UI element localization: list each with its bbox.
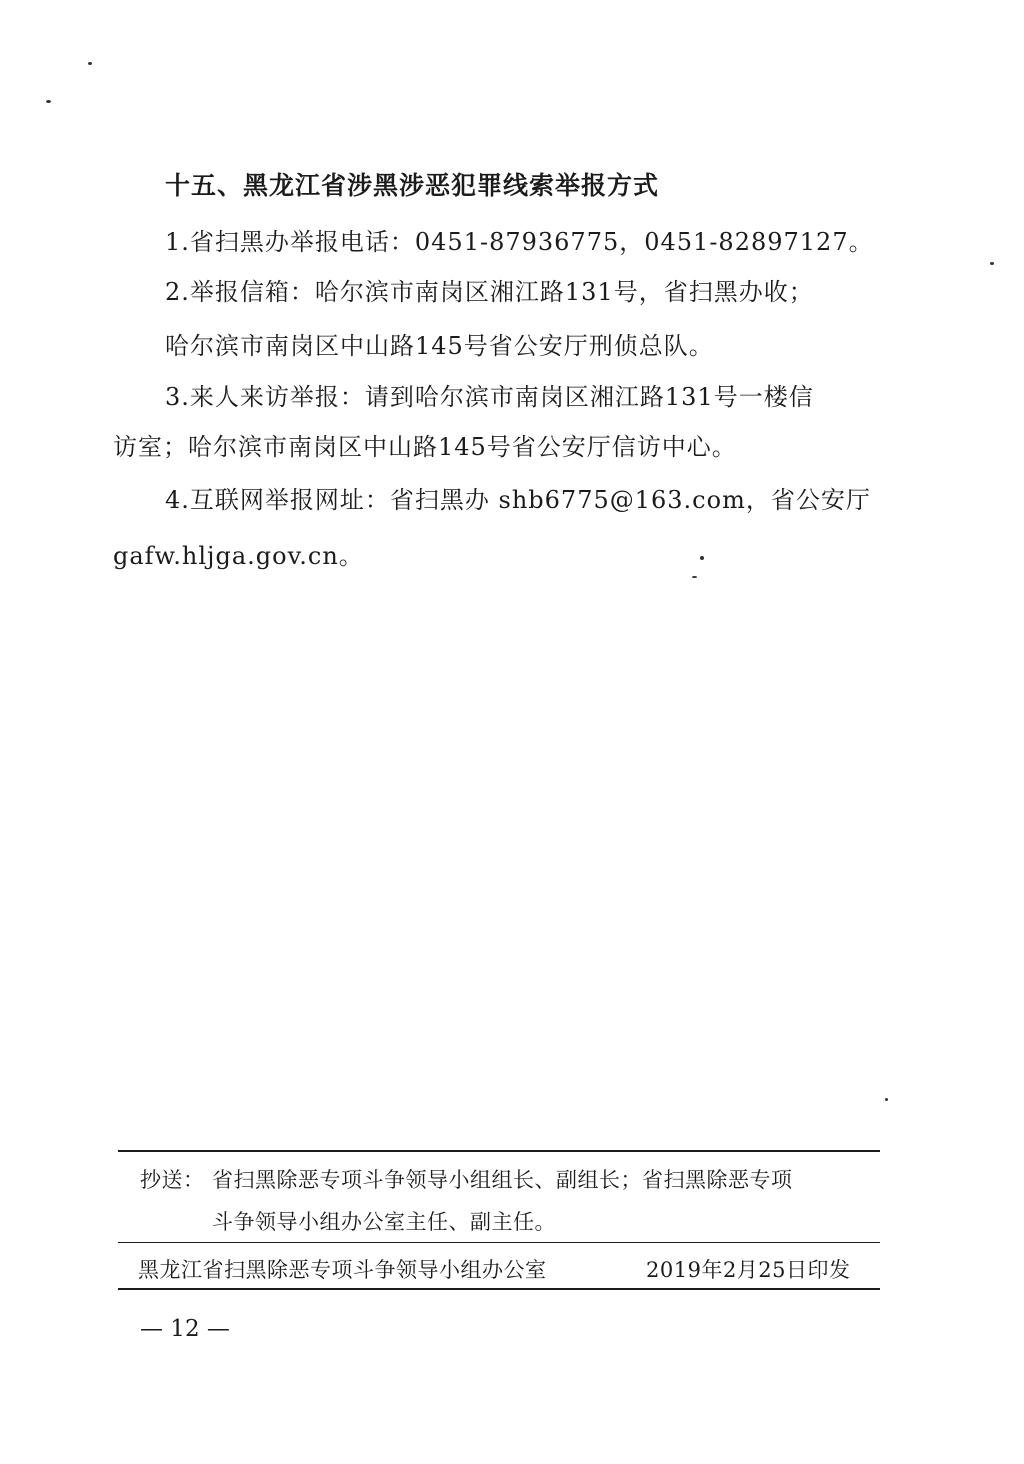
scan-speck [700, 556, 704, 560]
item-2-line-2: 哈尔滨市南岗区中山路145号省公安厅刑侦总队。 [165, 332, 714, 360]
issue-date: 2019年2月25日印发 [646, 1258, 851, 1282]
cc-recipients-line-2: 斗争领导小组办公室主任、副主任。 [212, 1210, 556, 1234]
item-4-line-2: gafw.hljga.gov.cn。 [113, 542, 364, 570]
footer-bottom-rule [118, 1288, 880, 1290]
cc-recipients-line-1: 省扫黑除恶专项斗争领导小组组长、副组长；省扫黑除恶专项 [212, 1168, 793, 1192]
cc-label: 抄送： [140, 1168, 205, 1192]
footer-top-rule [118, 1150, 880, 1152]
scan-speck [885, 1098, 888, 1101]
scan-speck [692, 576, 697, 578]
section-heading: 十五、黑龙江省涉黑涉恶犯罪线索举报方式 [165, 171, 660, 200]
item-2-line-1: 2.举报信箱：哈尔滨市南岗区湘江路131号，省扫黑办收； [165, 278, 814, 306]
item-3-line-1: 3.来人来访举报：请到哈尔滨市南岗区湘江路131号一楼信 [165, 383, 814, 411]
item-3-line-2: 访室；哈尔滨市南岗区中山路145号省公安厅信访中心。 [113, 433, 737, 461]
page-number: — 12 — [140, 1316, 230, 1342]
item-4-line-1: 4.互联网举报网址：省扫黑办 shb6775@163.com，省公安厅 [165, 486, 871, 514]
scan-speck [46, 100, 51, 103]
issuer: 黑龙江省扫黑除恶专项斗争领导小组办公室 [138, 1258, 547, 1282]
scan-speck [88, 62, 92, 65]
footer-middle-rule [118, 1242, 880, 1243]
scan-speck [990, 262, 994, 265]
item-1-line-1: 1.省扫黑办举报电话：0451-87936775，0451-82897127。 [165, 228, 874, 256]
